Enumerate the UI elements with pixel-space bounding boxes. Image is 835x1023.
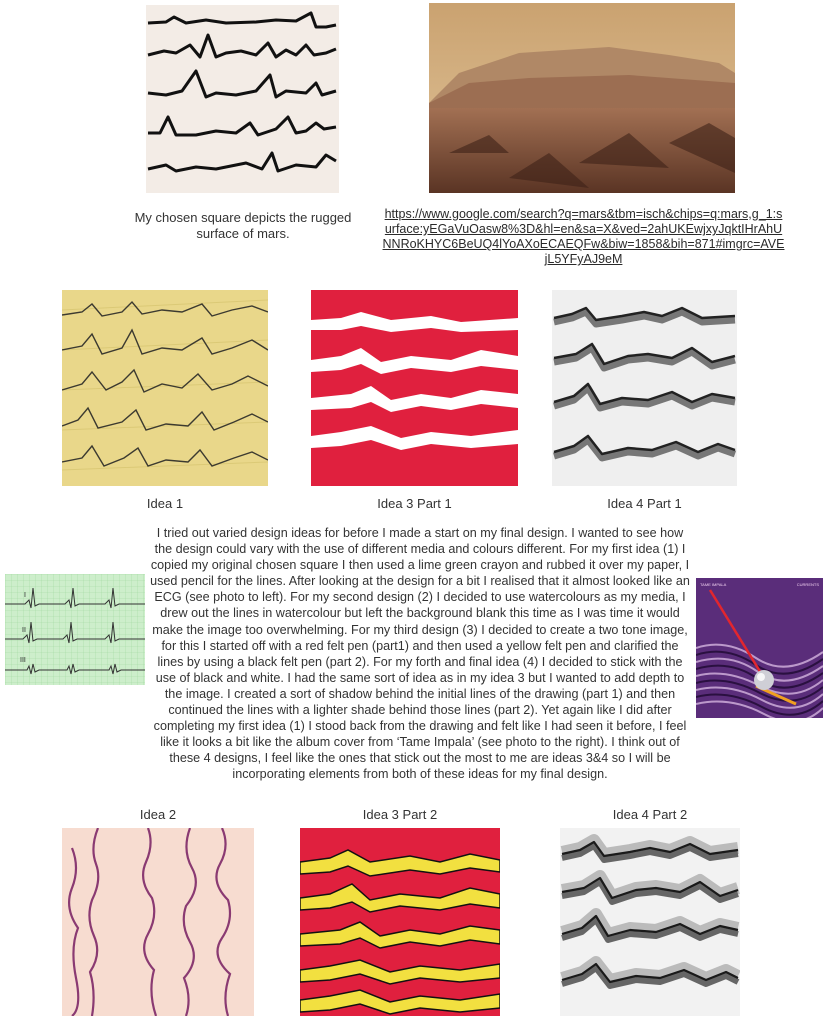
chosen-square-drawing [146,5,339,193]
ecg-lead-3-label: III [20,657,26,664]
mars-surface-photo [429,3,735,193]
idea-2-caption: Idea 2 [139,807,177,822]
idea-3-part-2-image [300,828,500,1016]
idea-1-caption: Idea 1 [146,496,184,511]
idea-4-part-2-image [560,828,740,1016]
ecg-lead-2-label: II [22,627,26,634]
idea-1-image [62,290,268,486]
ecg-lead-1-label: I [24,592,26,599]
idea-4-part-1-caption: Idea 4 Part 1 [607,496,682,511]
chosen-square-caption: My chosen square depicts the rugged surface of mars. [134,210,352,241]
album-artist-label: TAME IMPALA [700,582,727,587]
album-title-label: CURRENTS [796,582,819,587]
idea-3-part-1-caption: Idea 3 Part 1 [377,496,452,511]
source-url-link[interactable]: https://www.google.com/search?q=mars&tbm=isch&chips=q:mars,g_1:surface:yEGaVuOasw8%3D&hl=en&sa=X&ved=2ahUKEwjxyJqktIHrAhUNNRoKHYC6BeUQ4lYoAXoECAEQFw&biw=1858&bih=871#imgrc=AVEjL5YFyAJ9eM [382,207,785,266]
idea-3-part-1-image [311,290,518,486]
tame-impala-album-cover [696,578,823,718]
idea-2-image [62,828,254,1016]
idea-4-part-2-caption: Idea 4 Part 2 [612,807,688,822]
design-ideas-paragraph: I tried out varied design ideas for before I made a start on my final design. I wanted to see how the design could vary with the use of different media and colours different. For my first idea (1) I copied my original chosen square I then used a lime green crayon and rubbed it over my paper, I used pencil for the lines. After looking at the design for a bit I realised that it almost looked like an ECG (see photo to left). For my second design (2) I decided to use watercolours as my media, I drew out the lines in watercolour but left the background blank this time as I was time it would make the image too overwhelming. For my third design (3) I decided to create a two tone image, for this I started off with a red felt pen (part1) and then used a yellow felt pen and clarified the lines by using a black felt pen (part 2). For my forth and final idea (4) I decided to stick with the use of black and white. I had the same sort of idea as in my idea 3 but I wanted to add depth to the image. I created a sort of shadow behind the initial lines of the drawing (part 1) and then continued the lines with a lighter shade behind those lines (part 2). Yet again like I did after completing my first idea (1) I stood back from the drawing and felt like I had seen it before, I feel like it looks a bit like the album cover from ‘Tame Impala’ (see photo to the right). I think out of these 4 designs, I feel like the ones that stick out the most to me are ideas 3&4 so I will be incorporating elements from both of these ideas for my final design. [150,526,690,782]
idea-3-part-2-caption: Idea 3 Part 2 [362,807,438,822]
ecg-image [5,574,145,685]
idea-4-part-1-image [552,290,737,486]
